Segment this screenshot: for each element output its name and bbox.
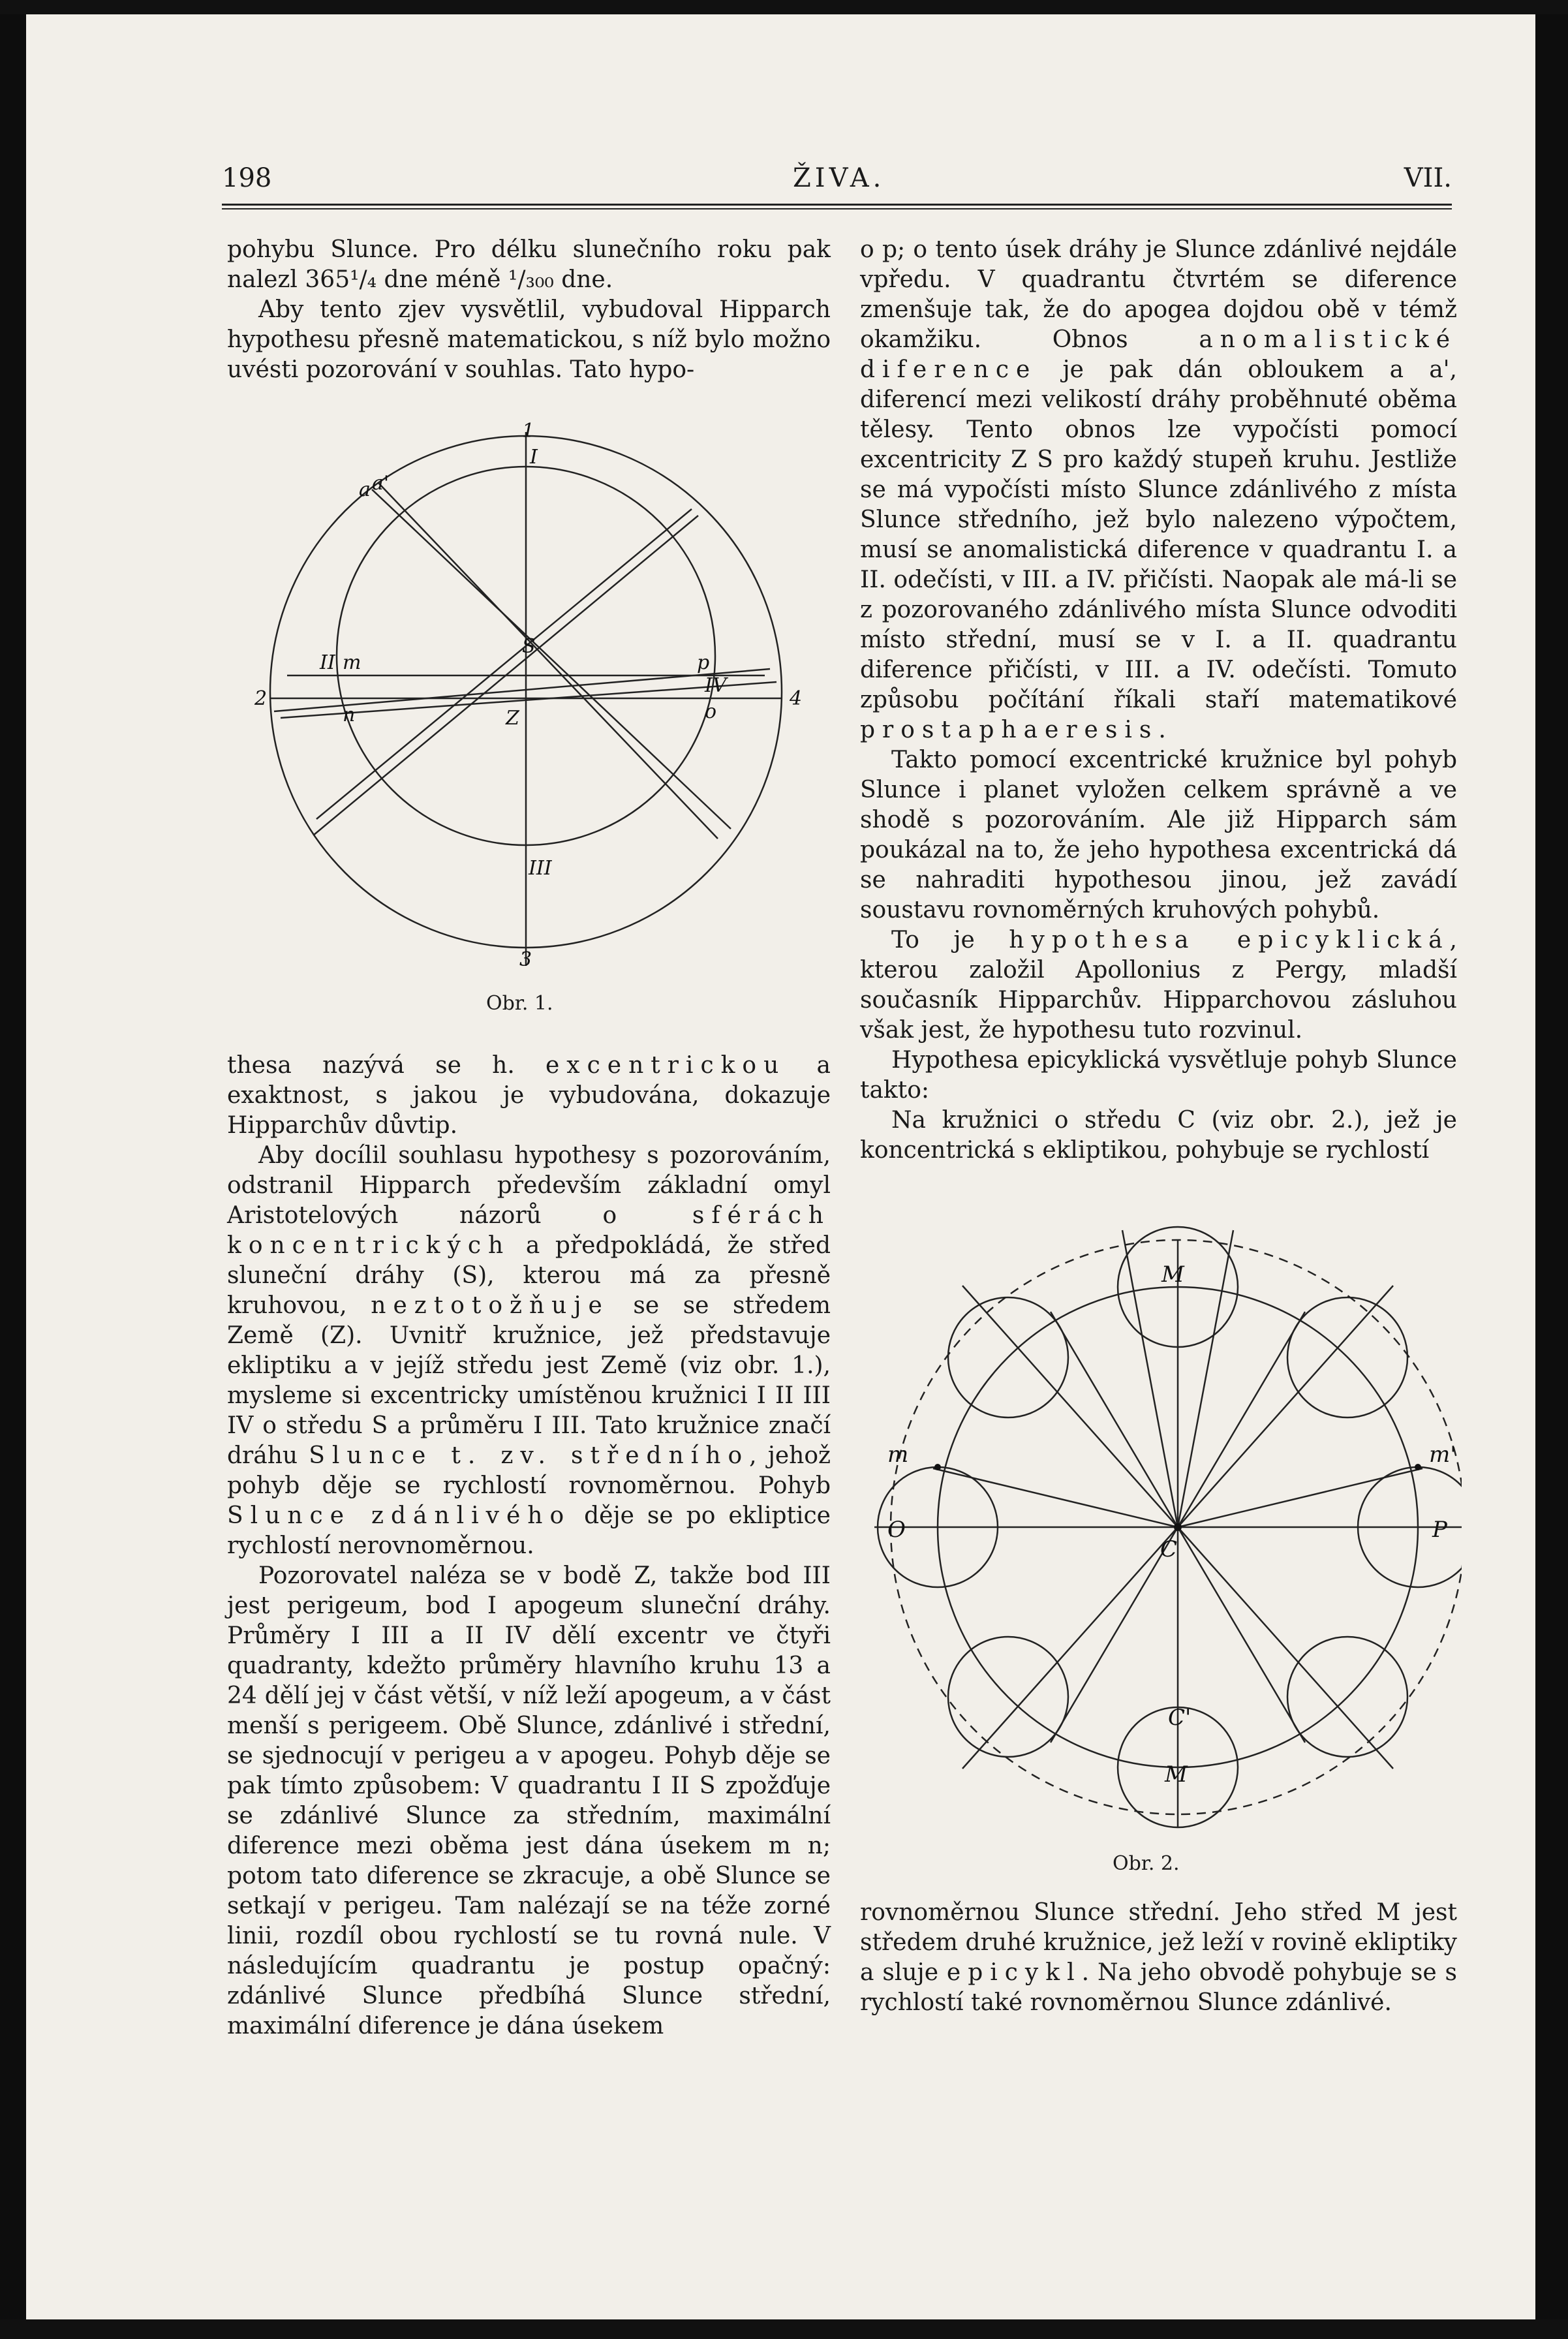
label-o: o — [705, 700, 717, 723]
paragraph — [860, 925, 1457, 1046]
left-column-top — [227, 235, 831, 385]
label-Z: Z — [506, 707, 519, 730]
line-a-prime-diag — [378, 483, 718, 839]
paragraph — [860, 235, 1457, 745]
text-run: . — [1158, 717, 1166, 743]
text-run: Aby docílil souhlasu hypothesy s pozorováním, odstranil Hipparch především základní omyl Aristotelových názorů — [227, 1142, 831, 1229]
journal-title: ŽIVA. — [793, 163, 885, 193]
volume-number: VII. — [1404, 163, 1452, 193]
scan-border-top — [0, 0, 1568, 14]
right-column-top — [860, 235, 1457, 1166]
paragraph — [860, 1898, 1457, 2018]
left-column-bottom — [227, 1051, 831, 2041]
figure-2-epicycle-diagram — [848, 1201, 1462, 1853]
text-run: , kterou založil Apollonius z Pergy, mladší současník Hipparchův. Hipparchovou zásluhou však jest, že hypothesu tuto rozvinul. — [860, 927, 1457, 1044]
text-run: je pak dán obloukem a a', diferencí mezi velikostí dráhy proběhnuté oběma tělesy. Tento obnos lze vypočísti pomocí excentricity Z S pro každý stupeň kruhu. Jestliže se má vypočísti místo Slunce zdánlivého z místa Slunce středního, jež bylo nalezeno výpočtem, musí se anomalistická diference v quadrantu I. a II. odečísti, v III. a IV. přičísti. Naopak ale má-li se z pozorovaného zdánlivého místa Slunce odvoditi místo střední, musí se v I. a II. quadrantu diference přičísti, v III. a IV. odečísti. Tomuto způsobu počítání říkali staří matematikové — [860, 356, 1457, 713]
label-M-lower: M — [1165, 1761, 1188, 1788]
paragraph — [227, 1051, 831, 1141]
header-rule — [222, 204, 1452, 209]
label-O: O — [887, 1517, 906, 1543]
label-III: III — [529, 857, 552, 880]
label-S: S — [522, 635, 536, 658]
paragraph: Hypothesa epicyklická vysvětluje pohyb Slunce takto: — [860, 1047, 1457, 1104]
paragraph: Na kružnici o středu C (viz obr. 2.), jež je koncentrická s ekliptikou, pohybuje se rychlostí — [860, 1107, 1457, 1164]
text-run: a exaktnost, s jakou je vybudována, dokazuje Hipparchův důvtip. — [227, 1052, 831, 1139]
label-3: 3 — [519, 948, 532, 971]
label-m: m — [343, 651, 361, 674]
label-1: 1 — [522, 420, 535, 442]
label-m: m — [887, 1442, 909, 1468]
label-C-prime: C' — [1168, 1705, 1191, 1731]
label-p: p — [697, 651, 710, 674]
ray-m — [933, 1468, 1178, 1527]
paragraph: Takto pomocí excentrické kružnice byl pohyb Slunce i planet vyložen celkem správně a ve shodě s pozorováním. Ale již Hipparch sám poukázal na to, že jeho hypothesa excentrická dá se nahraditi hypothesou jinou, jež zavádí soustavu rovnoměrných kruhových pohybů. — [860, 747, 1457, 923]
page-number: 198 — [222, 163, 272, 193]
paragraph — [227, 1141, 831, 1561]
scan-border-left — [0, 0, 26, 2339]
figure-2-caption: Obr. 2. — [1113, 1852, 1180, 1875]
paragraph: pohybu Slunce. Pro délku slunečního roku pak nalezl 365¹/₄ dne méně ¹/₃₀₀ dne. — [227, 236, 831, 293]
paragraph: Pozorovatel naléza se v bodě Z, takže bod III jest perigeum, bod I apogeum sluneční dráhy. Průměry I III a II IV dělí excentr ve čtyři quadranty, kdežto průměry hlavního kruhu 13 a 24 dělí jej v část větší, v níž leží apogeum, a v část menší s perigeem. Obě Slunce, zdánlivé i střední, se sjednocují v perigeu a v apogeu. Pohyb děje se pak tímto způsobem: V quadrantu I II S zpožďuje se zdánlivé Slunce za středním, maximální diference mezi oběma jest dána úsekem m n; potom tato diference se zkracuje, a obě Slunce se setkají v perigeu. Tam nalézají se na téže zorné linii, rozdíl obou rychlostí se tu rovná nule. V následujícím quadrantu je postup opačný: zdánlivé Slunce předbíhá Slunce střední, maximální diference je dána úsekem — [227, 1562, 831, 2039]
label-n: n — [343, 704, 356, 726]
point-m — [934, 1464, 941, 1470]
spaced-term: prostaphaeresis — [860, 717, 1159, 743]
text-run: . Na jeho obvodě pohybuje se s rychlostí také rovnoměrnou Slunce zdánlivé. — [860, 1959, 1457, 2016]
label-I: I — [530, 446, 538, 469]
line-a-diag — [372, 489, 731, 829]
text-run: o p; o tento úsek dráhy je Slunce zdánlivé nejdále vpředu. V quadrantu čtvrtém se diference zmenšuje tak, že do apogea dojdou obě v témž okamžiku. Obnos — [860, 236, 1457, 353]
running-header — [222, 163, 1452, 202]
label-M: M — [1161, 1262, 1184, 1288]
line-upper-right-diag-2 — [316, 509, 692, 819]
spaced-term: neztotožňuje — [371, 1292, 609, 1319]
spaced-term: excentrickou — [546, 1052, 786, 1079]
label-2: 2 — [254, 687, 268, 710]
spaced-term: o sférách koncentrických — [227, 1202, 831, 1259]
ray-top-right — [1178, 1286, 1393, 1527]
label-a-prime: a' — [372, 472, 390, 495]
spaced-term: hypothesa epicyklická — [1009, 927, 1450, 953]
ray-top-4 — [1178, 1230, 1233, 1527]
ray-m-prime — [1178, 1468, 1422, 1527]
paragraph: Aby tento zjev vysvětlil, vybudoval Hipparch hypothesu přesně matematickou, s níž bylo možno uvésti pozorování v souhlas. Tato hypo- — [227, 296, 831, 383]
center-point — [1174, 1523, 1182, 1531]
text-run: rovnoměrnou Slunce střední. Jeho střed M jest středem druhé kružnice, jež leží v rovině ekliptiky a sluje — [860, 1899, 1457, 1986]
point-m-prime — [1415, 1464, 1421, 1470]
spaced-term: Slunce t. zv. středního — [309, 1442, 750, 1469]
label-4: 4 — [790, 687, 803, 710]
label-m-prime: m' — [1429, 1442, 1456, 1468]
label-P: P — [1432, 1517, 1447, 1543]
label-C: C — [1160, 1536, 1178, 1562]
scan-border-right — [1535, 0, 1568, 2339]
spaced-term: anomalistické diference — [860, 326, 1457, 383]
figure-1-caption: Obr. 1. — [486, 992, 553, 1015]
ray-top-left — [962, 1286, 1178, 1527]
right-column-bottom — [860, 1898, 1457, 2018]
text-run: se se středem Země (Z). Uvnitř kružnice, jež představuje ekliptiku a v jejíž středu jest Země (viz obr. 1.), mysleme si excentricky umístěnou kružnici I II III IV o středu S a průměru I III. Tato kružnice značí dráhu — [227, 1292, 831, 1469]
text-run: , jehož pohyb děje se rychlostí rovnoměrnou. Pohyb — [227, 1442, 831, 1499]
text-run: To je — [891, 927, 1009, 953]
ray-bottom-right — [1178, 1527, 1393, 1769]
spaced-term: epicykl — [946, 1959, 1082, 1986]
label-a: a — [359, 478, 371, 501]
ray-bottom-left — [962, 1527, 1178, 1769]
text-run: thesa nazývá se h. — [227, 1052, 546, 1079]
figure-1-excentric-diagram — [235, 418, 822, 979]
text-run: děje se po ekliptice rychlostí nerovnoměrnou. — [227, 1502, 831, 1559]
label-II: II — [320, 651, 335, 674]
spaced-term: Slunce zdánlivého — [227, 1502, 572, 1529]
label-IV: IV — [705, 674, 727, 697]
text-run: a předpokládá, že střed sluneční dráhy (S), kterou má za přesně kruhovou, — [227, 1232, 831, 1319]
scan-border-bottom — [0, 2319, 1568, 2339]
